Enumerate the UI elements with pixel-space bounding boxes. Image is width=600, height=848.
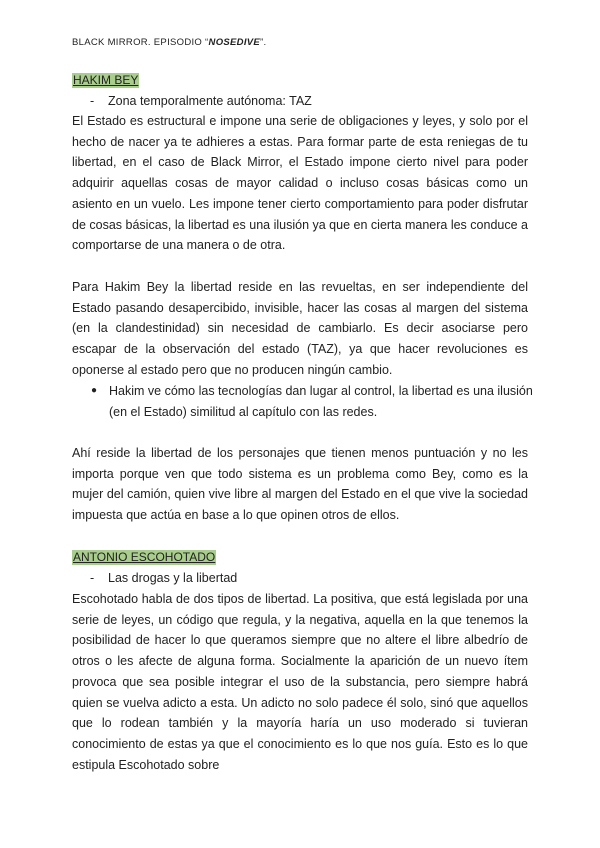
bullet-item-tecnologias [91,381,546,422]
paragraph-personajes: Ahí reside la libertad de los personajes que tienen menos puntuación y no les importa porque ven que todo sistema es un problema como Bey, como es la mujer del camión, quien vive libre al margen del Estado en el que vive la sociedad impuesta que actúa en base a lo que opinen otros de ellos. [72,446,528,523]
paragraph-escohotado: Escohotado habla de dos tipos de libertad. La positiva, que está legislada por una serie de leyes, un código que regula, y la negativa, aquella en la que tenemos la posibilidad de hacer lo que queramos siempre que no altere el libre albedrío de otros o les afecte de alguna forma. Socialmente la aparición de un nuevo ítem provoca que sea posible integrar el uso de la substancia, pero siempre habrá quien se vuelva adicto a esta. Un adicto no solo padece él solo, sinó que aquellos que lo rodean también y la mayoría haría un uso moderado si tuvieran conocimiento de estas ya que el conocimiento es lo que nos guía. Esto es lo que estipula Escohotado sobre [72,592,528,772]
header-suffix: ”. [260,37,267,48]
header-prefix: BLACK MIRROR. EPISODIO “ [72,37,209,48]
bullet-text: Hakim ve cómo las tecnologías dan lugar al control, la libertad es una ilusión (en el Estado) similitud al capítulo con las redes. [109,384,533,419]
dash-marker: - [90,571,95,585]
subtopic-label: Zona temporalmente autónoma: TAZ [108,94,312,108]
subtopic-taz [90,91,312,111]
paragraph-hakim-bey-libertad: Para Hakim Bey la libertad reside en las revueltas, en ser independiente del Estado pasando desapercibido, invisible, hacer las cosas al margen del sistema (en la clandestinidad) sin necesidad de cambiarlo. Es decir asociarse pero escapar de la observación del estado (TAZ), ya que hacer revoluciones es oponerse al estado pero que no producen ningún cambio. [72,280,528,377]
dash-marker: - [90,94,95,108]
episode-title: NOSEDIVE [208,37,261,48]
bullet-icon: ● [91,385,98,396]
running-header [72,37,266,48]
section-heading-antonio-escohotado: ANTONIO ESCOHOTADO [73,550,216,564]
subtopic-label: Las drogas y la libertad [108,571,238,585]
section-heading-hakim-bey: HAKIM BEY [73,73,139,87]
paragraph-estado: El Estado es estructural e impone una serie de obligaciones y leyes, y solo por el hecho de nacer ya te adhieres a estas. Para formar parte de esta reniegas de tu libertad, en el caso de Black Mirror, el Estado impone cierto nivel para poder adquirir aquellas cosas de mayor calidad o incluso cosas básicas como un asiento en un vuelo. Les impone tener cierto comportamiento para poder disfrutar de cosas básicas, la libertad es una ilusión ya que en cierta manera les conduce a comportarse de una manera o de otra. [72,114,528,253]
subtopic-drogas [90,568,237,588]
